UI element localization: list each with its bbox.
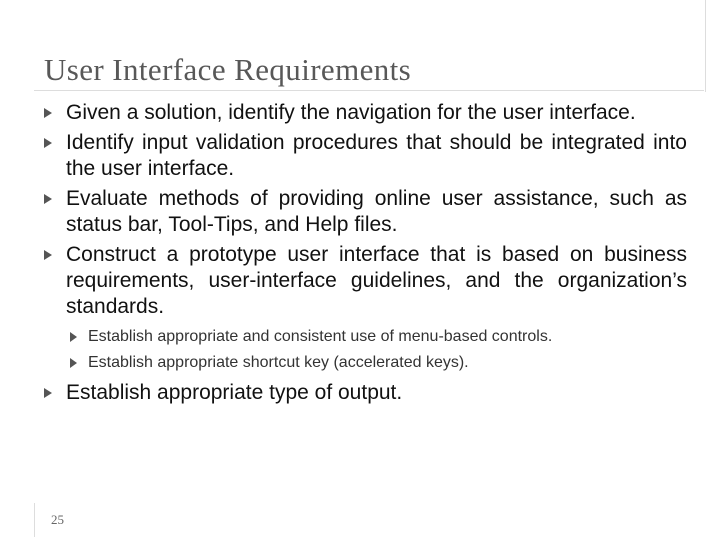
bullet-item xyxy=(44,186,687,238)
slide-title: User Interface Requirements xyxy=(44,52,412,87)
triangle-sub-bullet-icon xyxy=(70,358,77,368)
bullet-text: Identify input validation procedures that should be integrated into the user interface. xyxy=(66,131,687,180)
triangle-sub-bullet-icon xyxy=(70,332,77,342)
bullet-text: Establish appropriate type of output. xyxy=(66,381,403,404)
title-vertical-divider xyxy=(705,0,706,92)
sub-bullet-text: Establish appropriate and consistent use of menu-based controls. xyxy=(88,328,553,345)
title-divider xyxy=(34,90,704,91)
page-number: 25 xyxy=(51,512,64,527)
sub-bullet-list xyxy=(66,324,687,376)
bullet-item xyxy=(44,130,687,182)
triangle-bullet-icon xyxy=(44,108,52,118)
sub-bullet-text: Establish appropriate shortcut key (accelerated keys). xyxy=(88,354,469,371)
triangle-bullet-icon xyxy=(44,138,52,148)
sub-bullet-item xyxy=(66,324,687,350)
bullet-list xyxy=(44,100,687,410)
bullet-text: Construct a prototype user interface that is based on business requirements, user-interface guidelines, and the organization’s standards. xyxy=(66,243,687,318)
sub-bullet-item xyxy=(66,350,687,376)
bullet-item xyxy=(44,100,687,126)
triangle-bullet-icon xyxy=(44,194,52,204)
bullet-text: Given a solution, identify the navigation for the user interface. xyxy=(66,101,636,124)
bullet-item xyxy=(44,242,687,376)
bullet-text: Evaluate methods of providing online user assistance, such as status bar, Tool-Tips, and Help files. xyxy=(66,187,687,236)
bullet-item xyxy=(44,380,687,406)
triangle-bullet-icon xyxy=(44,250,52,260)
triangle-bullet-icon xyxy=(44,388,52,398)
footer-divider xyxy=(34,503,35,537)
